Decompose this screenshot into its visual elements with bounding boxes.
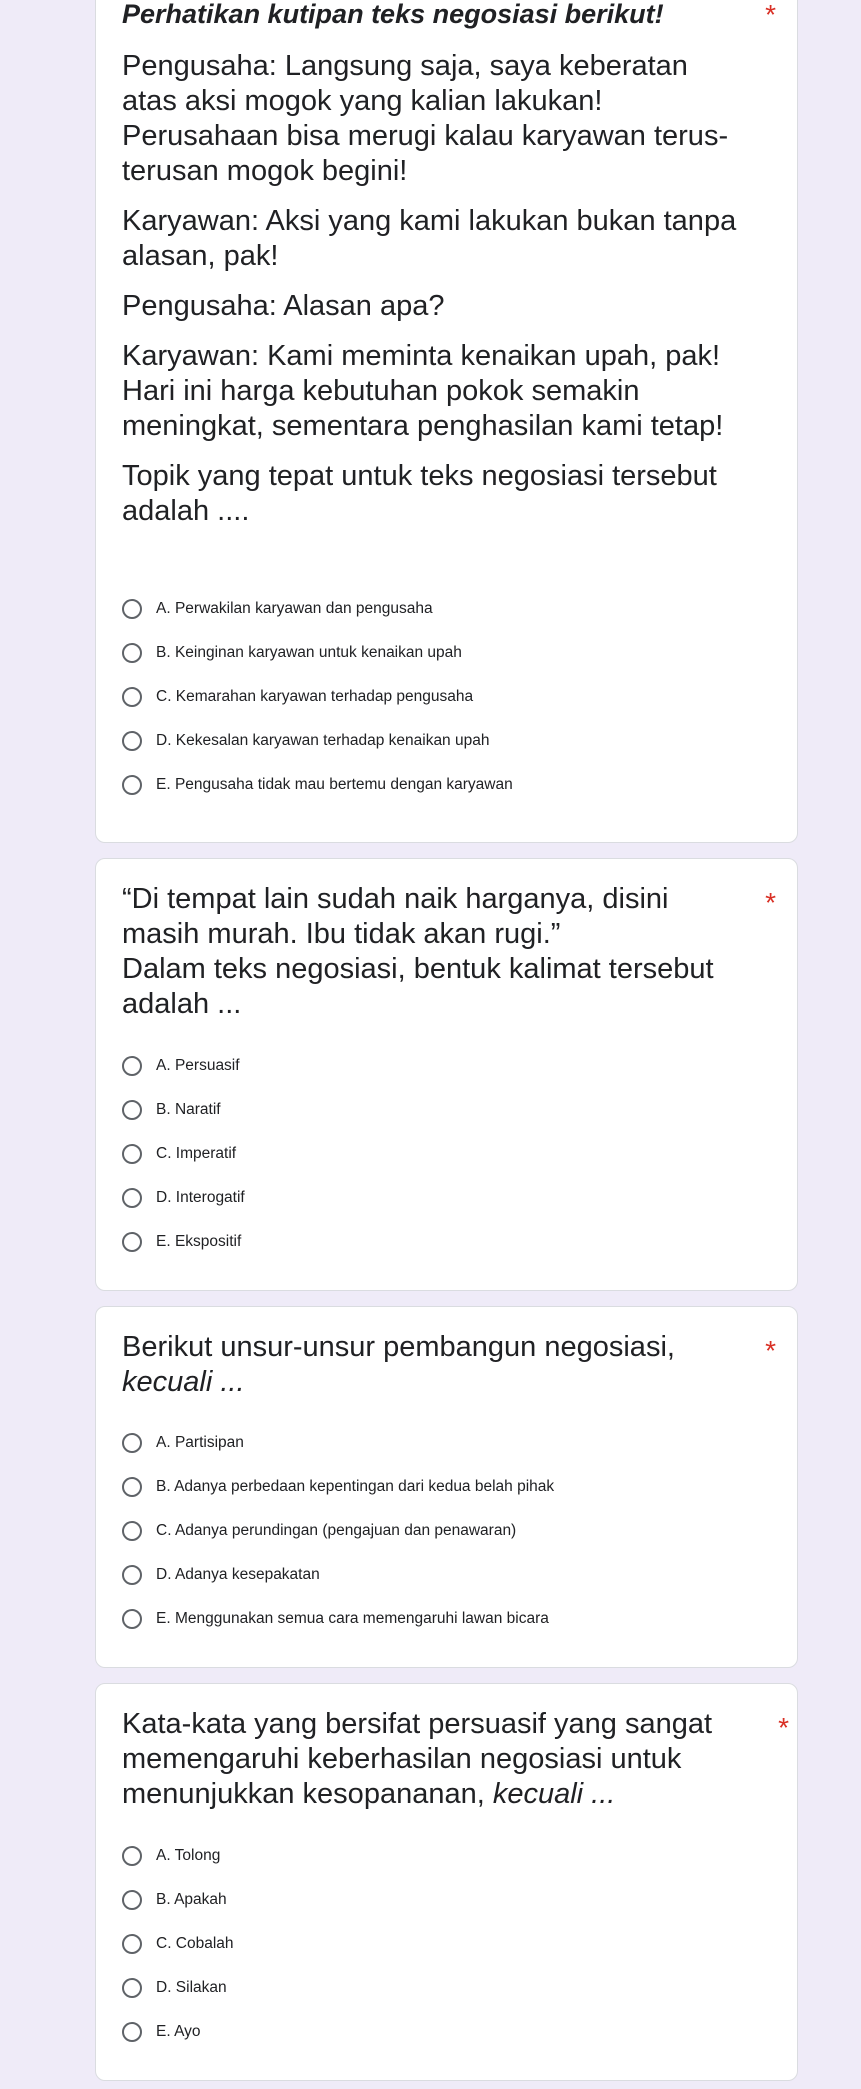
question-emphasis: kecuali ...	[122, 1366, 245, 1398]
question-emphasis: kecuali ...	[492, 1778, 616, 1810]
option-label: D. Silakan	[156, 1979, 227, 1996]
option-label: A. Tolong	[156, 1847, 221, 1864]
option-label: B. Apakah	[156, 1891, 227, 1908]
option-c[interactable]	[122, 1929, 234, 1959]
required-asterisk: *	[765, 0, 776, 30]
option-label: B. Adanya perbedaan kepentingan dari kedua belah pihak	[156, 1478, 555, 1495]
option-label: B. Naratif	[156, 1101, 221, 1118]
option-c[interactable]	[122, 1139, 236, 1169]
question-text	[122, 0, 747, 529]
radio-button[interactable]	[122, 1100, 142, 1120]
question-quote: “Di tempat lain sudah naik harganya, disini masih murah. Ibu tidak akan rugi.”	[122, 883, 669, 950]
option-d[interactable]	[122, 1973, 227, 2003]
radio-button[interactable]	[122, 1934, 142, 1954]
option-label: C. Imperatif	[156, 1145, 237, 1162]
required-asterisk: *	[765, 1335, 776, 1366]
radio-button[interactable]	[122, 1521, 142, 1541]
radio-button[interactable]	[122, 599, 142, 619]
option-e[interactable]	[122, 2017, 201, 2047]
option-label: E. Ekspositif	[156, 1233, 242, 1250]
option-c[interactable]	[122, 682, 473, 712]
option-a[interactable]	[122, 1841, 220, 1871]
radio-button[interactable]	[122, 775, 142, 795]
option-label: A. Partisipan	[156, 1434, 244, 1451]
option-label: C. Kemarahan karyawan terhadap pengusaha	[156, 688, 474, 705]
radio-button[interactable]	[122, 1188, 142, 1208]
option-c[interactable]	[122, 1516, 516, 1546]
radio-button[interactable]	[122, 1232, 142, 1252]
option-b[interactable]	[122, 1885, 227, 1915]
question-prompt: Topik yang tepat untuk teks negosiasi tersebut adalah ....	[122, 460, 717, 527]
radio-button[interactable]	[122, 2022, 142, 2042]
option-label: E. Pengusaha tidak mau bertemu dengan karyawan	[156, 776, 513, 793]
radio-button[interactable]	[122, 1144, 142, 1164]
radio-button[interactable]	[122, 643, 142, 663]
option-a[interactable]	[122, 1051, 240, 1081]
option-e[interactable]	[122, 1604, 549, 1634]
question-card-1	[95, 0, 798, 843]
option-d[interactable]	[122, 1560, 320, 1590]
radio-button[interactable]	[122, 1846, 142, 1866]
radio-button[interactable]	[122, 1978, 142, 1998]
option-d[interactable]	[122, 726, 489, 756]
option-e[interactable]	[122, 1227, 241, 1257]
option-label: D. Interogatif	[156, 1189, 245, 1206]
option-label: B. Keinginan karyawan untuk kenaikan upah	[156, 644, 462, 661]
option-b[interactable]	[122, 638, 462, 668]
radio-button[interactable]	[122, 731, 142, 751]
option-label: C. Adanya perundingan (pengajuan dan penawaran)	[156, 1522, 517, 1539]
radio-button[interactable]	[122, 687, 142, 707]
radio-button[interactable]	[122, 1890, 142, 1910]
option-label: A. Persuasif	[156, 1057, 240, 1074]
question-prompt: Dalam teks negosiasi, bentuk kalimat tersebut adalah ...	[122, 953, 714, 1020]
question-text	[122, 1330, 747, 1400]
dialogue-paragraph: Karyawan: Kami meminta kenaikan upah, pak! Hari ini harga kebutuhan pokok semakin meningkat, sementara penghasilan kami tetap!	[122, 340, 724, 442]
option-label: C. Cobalah	[156, 1935, 234, 1952]
radio-button[interactable]	[122, 1433, 142, 1453]
option-label: D. Adanya kesepakatan	[156, 1566, 320, 1583]
dialogue-paragraph: Pengusaha: Langsung saja, saya keberatan atas aksi mogok yang kalian lakukan! Perusahaan bisa merugi kalau karyawan terus-terusan mogok begini!	[122, 50, 729, 187]
question-prompt	[122, 1707, 762, 1812]
option-label: E. Ayo	[156, 2023, 201, 2040]
option-e[interactable]	[122, 770, 513, 800]
option-a[interactable]	[122, 1428, 244, 1458]
option-label: A. Perwakilan karyawan dan pengusaha	[156, 600, 433, 617]
question-text	[122, 1707, 762, 1812]
option-d[interactable]	[122, 1183, 245, 1213]
option-b[interactable]	[122, 1095, 221, 1125]
question-prompt	[122, 1330, 747, 1400]
question-card-3	[95, 1306, 798, 1668]
radio-button[interactable]	[122, 1477, 142, 1497]
option-a[interactable]	[122, 594, 433, 624]
option-label: E. Menggunakan semua cara memengaruhi lawan bicara	[156, 1610, 549, 1627]
question-prompt-text: Berikut unsur-unsur pembangun negosiasi,	[122, 1331, 675, 1363]
question-text	[122, 882, 747, 1022]
radio-button[interactable]	[122, 1609, 142, 1629]
required-asterisk: *	[765, 887, 776, 918]
option-label: D. Kekesalan karyawan terhadap kenaikan upah	[156, 732, 490, 749]
dialogue-paragraph: Pengusaha: Alasan apa?	[122, 290, 445, 322]
dialogue-paragraph: Karyawan: Aksi yang kami lakukan bukan tanpa alasan, pak!	[122, 205, 737, 272]
radio-button[interactable]	[122, 1056, 142, 1076]
question-title: Perhatikan kutipan teks negosiasi berikut!	[122, 0, 664, 29]
question-card-4	[95, 1683, 798, 2081]
option-b[interactable]	[122, 1472, 554, 1502]
question-card-2	[95, 858, 798, 1291]
question-prompt-text: Kata-kata yang bersifat persuasif yang sangat memengaruhi keberhasilan negosiasi untuk menunjukkan kesopananan,	[122, 1708, 713, 1810]
radio-button[interactable]	[122, 1565, 142, 1585]
required-asterisk: *	[778, 1712, 789, 1743]
